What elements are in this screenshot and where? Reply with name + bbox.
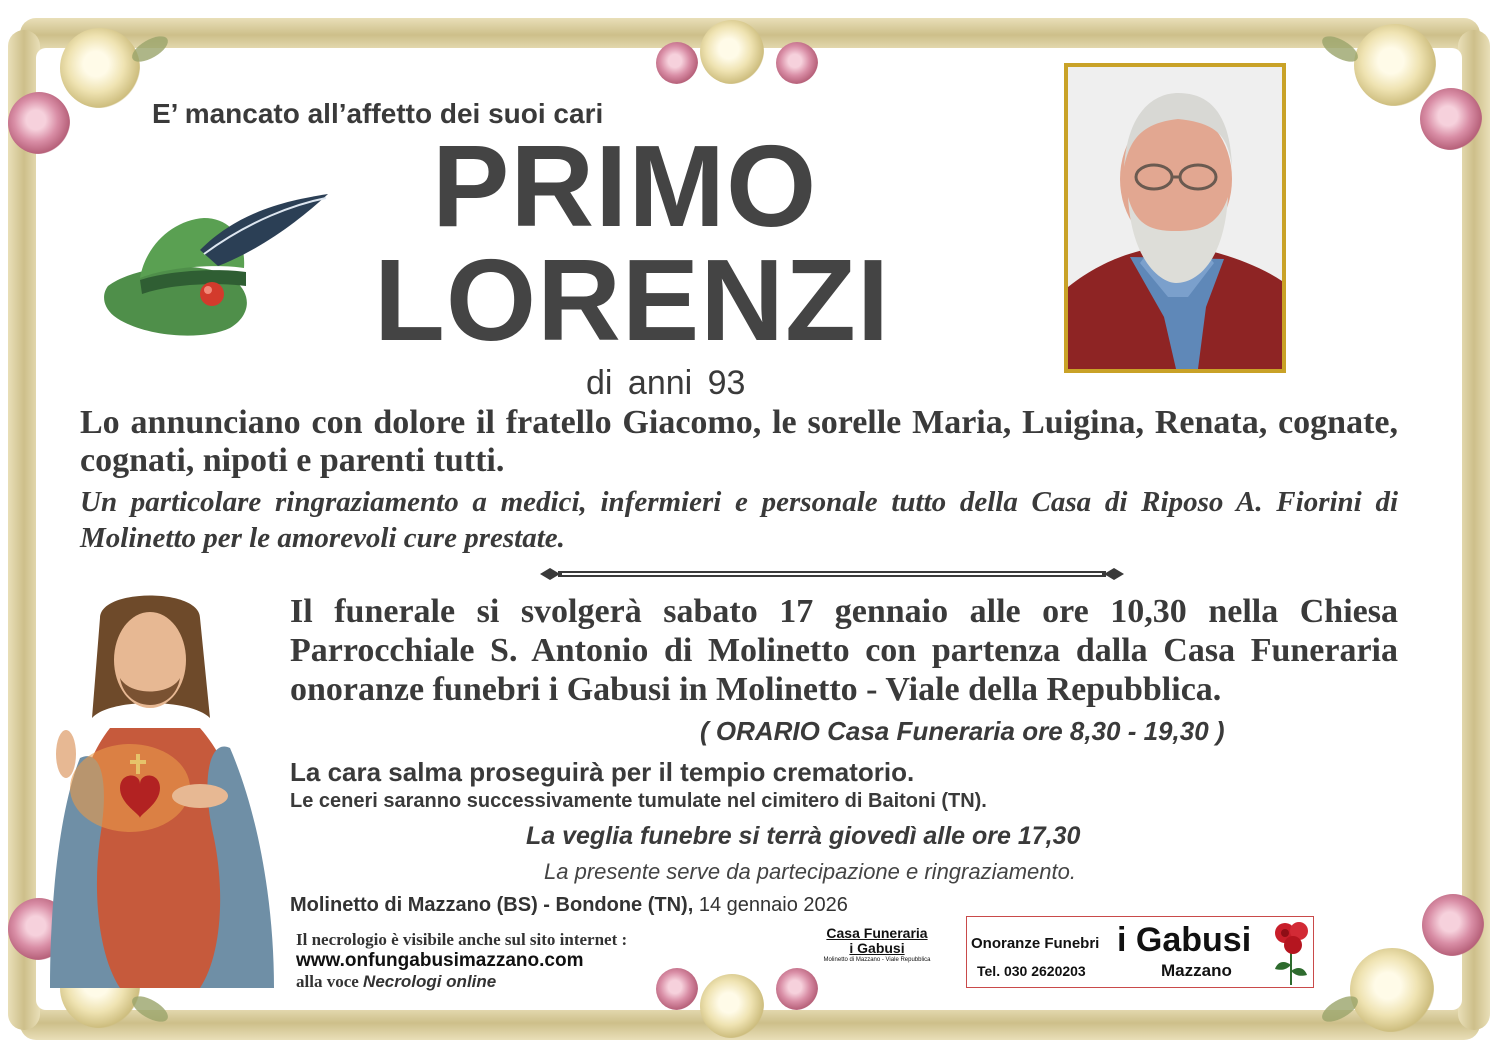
ornamental-divider: [540, 568, 1124, 580]
intro-text: E’ mancato all’affetto dei suoi cari: [152, 98, 604, 129]
rose-pink-decoration: [776, 968, 818, 1010]
sacred-heart-image: [30, 578, 274, 988]
rose-pink-decoration: [656, 42, 698, 84]
mazzano-label: Mazzano: [1161, 961, 1232, 980]
salma-text: La cara salma proseguirà per il tempio crematorio.: [290, 757, 915, 787]
website-section-note: [296, 972, 496, 992]
orario-text: ( ORARIO Casa Funeraria ore 8,30 - 19,30 ): [700, 716, 1225, 746]
deceased-portrait: [1064, 63, 1286, 373]
gabusi-label: i Gabusi: [1117, 921, 1252, 959]
rose-pink-decoration: [656, 968, 698, 1010]
red-rose-icon: [1269, 919, 1313, 985]
rose-cream-decoration: [1354, 24, 1436, 106]
website-note: Il necrologio è visibile anche sul sito internet :: [296, 930, 628, 949]
ceneri-text: Le ceneri saranno successivamente tumulate nel cimitero di Baitoni (TN).: [290, 790, 987, 812]
casa-funeraria-logo: [812, 926, 942, 964]
veglia-text: La veglia funebre si terrà giovedì alle ore 17,30: [526, 822, 1081, 850]
rose-cream-decoration: [700, 20, 764, 84]
portrait-image: [1068, 67, 1282, 369]
rose-cream-decoration: [700, 974, 764, 1038]
onoranze-label: Onoranze Funebri: [971, 935, 1100, 952]
thanks-paragraph: Un particolare ringraziamento a medici, infermieri e personale tutto della Casa di Riposo A. Fiorini di Molinetto per le amorevoli cure prestate.: [80, 486, 1398, 554]
website-link[interactable]: www.onfungabusimazzano.com: [296, 950, 584, 971]
rose-pink-decoration: [8, 92, 70, 154]
phone-number: Tel. 030 2620203: [977, 963, 1086, 979]
casa-funeraria-name: i Gabusi: [849, 940, 905, 956]
casa-funeraria-address: Molinetto di Mazzano - Viale Repubblica: [823, 957, 931, 963]
casa-funeraria-title: Casa Funeraria: [826, 925, 928, 941]
last-name: LORENZI: [374, 235, 891, 365]
funeral-home-box: [966, 916, 1314, 988]
website-section-prefix: alla voce: [296, 972, 359, 991]
necrologi-online-link: Necrologi online: [363, 972, 497, 991]
rose-pink-decoration: [776, 42, 818, 84]
place-date-line: [290, 894, 848, 917]
rose-cream-decoration: [1350, 948, 1434, 1032]
date-text: 14 gennaio 2026: [698, 894, 848, 916]
alpine-hat-icon: [100, 190, 332, 346]
place-text: Molinetto di Mazzano (BS) - Bondone (TN),: [290, 894, 694, 916]
funeral-paragraph: Il funerale si svolgerà sabato 17 gennaio alle ore 10,30 nella Chiesa Parrocchiale S. Antonio di Molinetto con partenza dalla Casa Funeraria onoranze funebri i Gabusi in Molinetto - Viale della Repubblica.: [290, 593, 1398, 708]
frame-border-right: [1458, 30, 1490, 1030]
rose-cream-decoration: [60, 28, 140, 108]
rose-pink-decoration: [1420, 88, 1482, 150]
presente-text: La presente serve da partecipazione e ringraziamento.: [544, 859, 1076, 884]
rose-pink-decoration: [1422, 894, 1484, 956]
first-name: PRIMO: [432, 121, 818, 251]
announcement-paragraph: Lo annunciano con dolore il fratello Giacomo, le sorelle Maria, Luigina, Renata, cognate, cognati, nipoti e parenti tutti.: [80, 404, 1398, 479]
age-text: di anni 93: [586, 364, 746, 402]
